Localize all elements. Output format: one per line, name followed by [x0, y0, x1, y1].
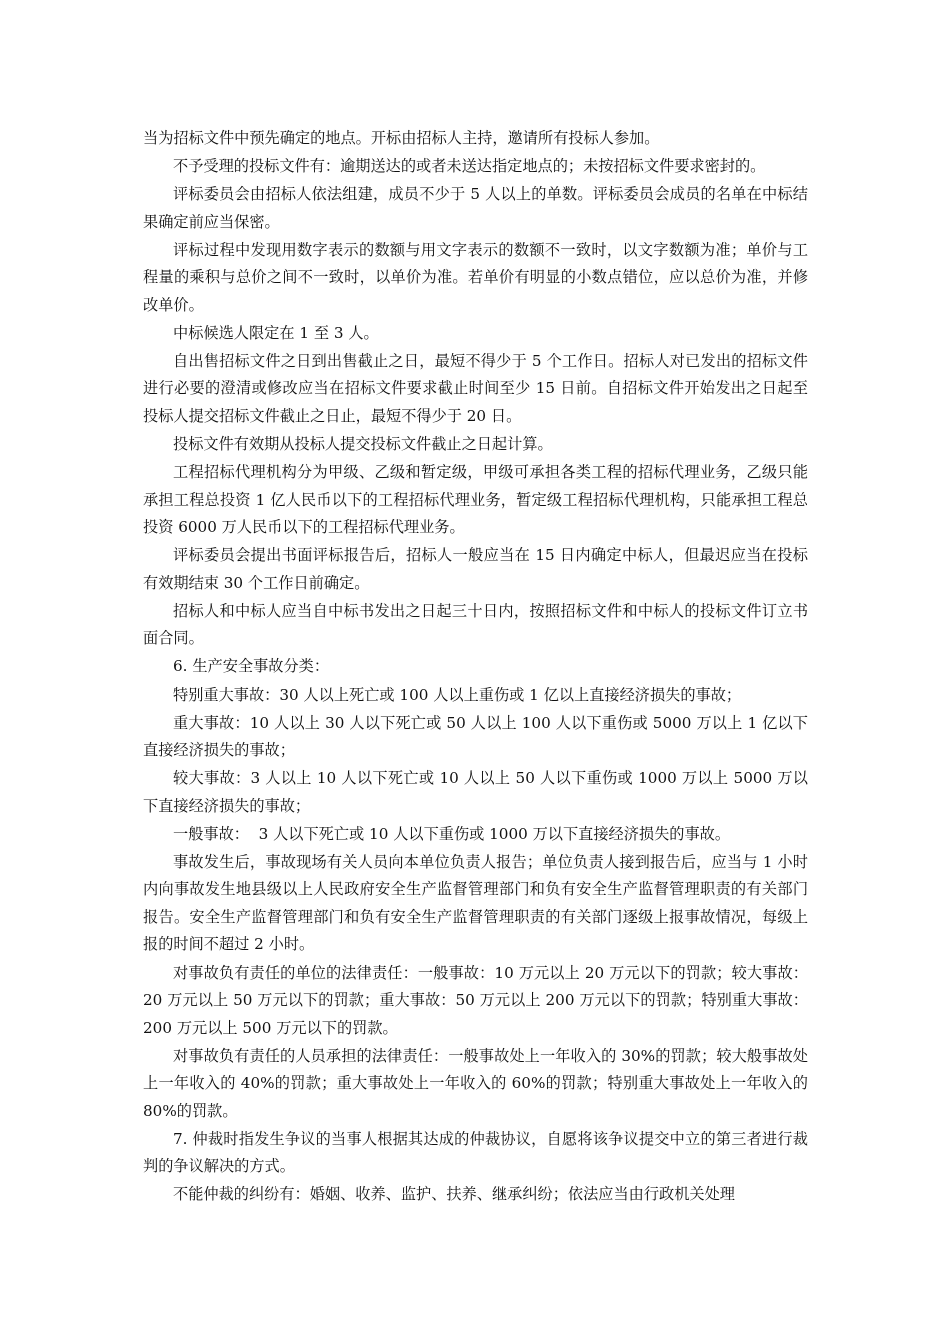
- paragraph-10: 招标人和中标人应当自中标书发出之日起三十日内，按照招标文件和中标人的投标文件订立书面合同。: [143, 601, 808, 648]
- paragraph-14: 较大事故：3 人以上 10 人以下死亡或 10 人以上 50 人以下重伤或 1000 万以上 5000 万以下直接经济损失的事故；: [143, 769, 808, 815]
- paragraph-4: 评标过程中发现用数字表示的数额与用文字表示的数额不一致时，以文字数额为准；单价与工程量的乘积与总价之间不一致时，以单价为准。若单价有明显的小数点错位，应以总价为准，并修改单价。: [143, 240, 808, 314]
- document-body: [143, 125, 808, 1209]
- paragraph-18: 对事故负有责任的人员承担的法律责任：一般事故处上一年收入的 30%的罚款；较大般事故处上一年收入的 40%的罚款；重大事故处上一年收入的 60%的罚款；特别重大事故处上一年收入的 80%的罚款。: [143, 1046, 808, 1120]
- section-heading-7: 7. 仲裁时指发生争议的当事人根据其达成的仲裁协议，自愿将该争议提交中立的第三者进行裁判的争议解决的方式。: [143, 1129, 808, 1176]
- paragraph-13: 重大事故：10 人以上 30 人以下死亡或 50 人以上 100 人以下重伤或 5000 万以上 1 亿以下直接经济损失的事故；: [143, 713, 808, 760]
- paragraph-5: 中标候选人限定在 1 至 3 人。: [173, 323, 379, 342]
- paragraph-15: 一般事故： 3 人以下死亡或 10 人以下重伤或 1000 万以下直接经济损失的事故。: [173, 824, 731, 843]
- section-heading-6: 6. 生产安全事故分类：: [173, 657, 330, 676]
- paragraph-6: 自出售招标文件之日到出售截止之日，最短不得少于 5 个工作日。招标人对已发出的招标文件进行必要的澄清或修改应当在招标文件要求截止时间至少 15 日前。自招标文件开始发出之日起至投标人提交招标文件截止之日止，最短不得少于 20 日。: [143, 351, 808, 425]
- paragraph-16: 事故发生后，事故现场有关人员向本单位负责人报告；单位负责人接到报告后，应当与 1 小时内向事故发生地县级以上人民政府安全生产监督管理部门和负有安全生产监督管理职责的有关部门报告。安全生产监督管理部门和负有安全生产监督管理职责的有关部门逐级上报事故情况，每级上报的时间不超过 2 小时。: [143, 852, 808, 954]
- paragraph-17: 对事故负有责任的单位的法律责任：一般事故：10 万元以上 20 万元以下的罚款；较大事故：20 万元以上 50 万元以下的罚款；重大事故：50 万元以上 200 万元以下的罚款；特别重大事故：200 万元以上 500 万元以下的罚款。: [143, 963, 808, 1037]
- paragraph-9: 评标委员会提出书面评标报告后，招标人一般应当在 15 日内确定中标人，但最迟应当在投标有效期结束 30 个工作日前确定。: [143, 546, 808, 592]
- paragraph-20: 不能仲裁的纠纷有：婚姻、收养、监护、扶养、继承纠纷；依法应当由行政机关处理: [173, 1185, 735, 1204]
- paragraph-12: 特别重大事故：30 人以上死亡或 100 人以上重伤或 1 亿以上直接经济损失的事故；: [173, 685, 742, 704]
- paragraph-7: 投标文件有效期从投标人提交投标文件截止之日起计算。: [173, 435, 553, 454]
- paragraph-1: 当为招标文件中预先确定的地点。开标由招标人主持，邀请所有投标人参加。: [143, 129, 660, 147]
- paragraph-3: 评标委员会由招标人依法组建，成员不少于 5 人以上的单数。评标委员会成员的名单在中标结果确定前应当保密。: [143, 185, 808, 231]
- paragraph-2: 不予受理的投标文件有：逾期送达的或者未送达指定地点的；未按招标文件要求密封的。: [173, 157, 766, 176]
- paragraph-8: 工程招标代理机构分为甲级、乙级和暂定级，甲级可承担各类工程的招标代理业务，乙级只能承担工程总投资 1 亿人民币以下的工程招标代理业务，暂定级工程招标代理机构，只能承担工程总投资 6000 万人民币以下的工程招标代理业务。: [143, 463, 808, 537]
